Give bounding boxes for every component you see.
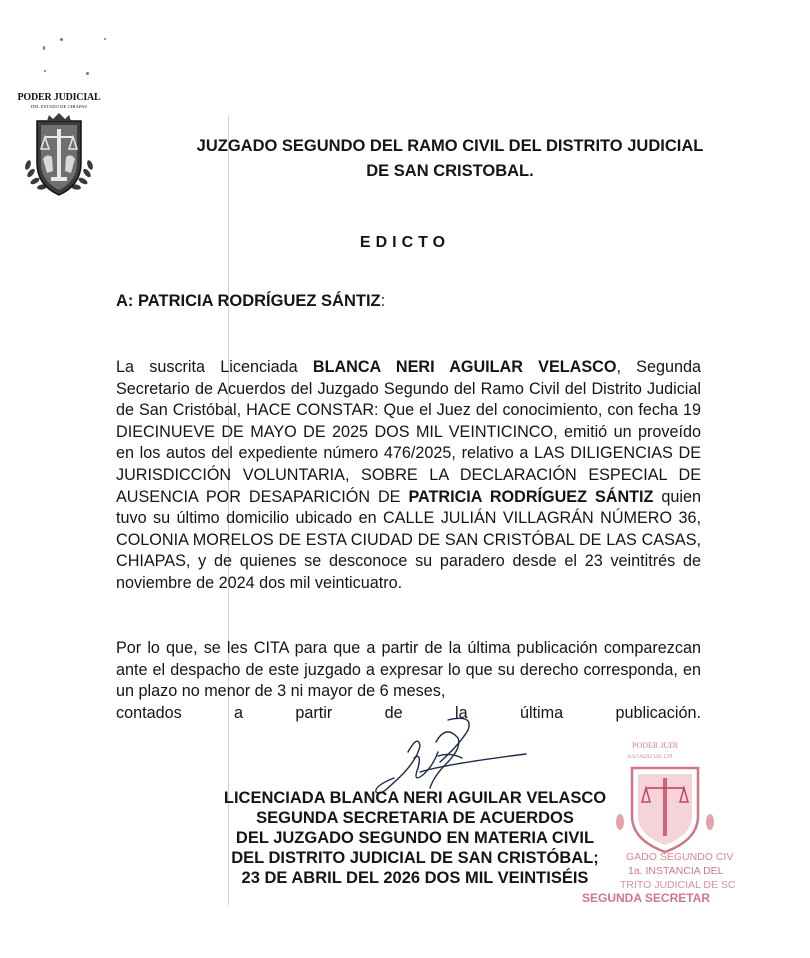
addressee bbox=[116, 292, 385, 311]
addressee-prefix: A: bbox=[116, 292, 134, 310]
signer-court: DEL JUZGADO SEGUNDO EN MATERIA CIVIL bbox=[235, 829, 595, 847]
signature-date: 23 DE ABRIL DEL 2026 DOS MIL VEINTISÉIS bbox=[241, 869, 589, 887]
signer-name: LICENCIADA BLANCA NERI AGUILAR VELASCO bbox=[223, 789, 607, 807]
stamp-line4: SEGUNDA SECRETAR bbox=[582, 891, 711, 905]
stamp-line3: TRITO JUDICIAL DE SC bbox=[620, 879, 736, 891]
word: a bbox=[234, 703, 244, 722]
paragraph-text: , Segunda Secretario de Acuerdos del Juzgado Segundo del Ramo Civil del Distrito Judicial de San Cristóbal, HACE CONSTAR: Que el Juez del conocimiento, con fecha 19 DIECINUEVE DE MAYO DE 2025 DOS MIL VEINTICINCO, emitió un proveído en los autos del expediente número 476/2025, relativo a LAS DILIGENCIAS DE JURISDICCIÓN VOLUNTARIA, SOBRE LA DECLARACIÓN ESPECIAL DE AUSENCIA POR DESAPARICIÓN DE bbox=[116, 358, 701, 506]
scan-mark bbox=[43, 46, 45, 50]
addressee-name: PATRICIA RODRÍGUEZ SÁNTIZ bbox=[138, 292, 381, 310]
person-name: PATRICIA RODRÍGUEZ SÁNTIZ bbox=[408, 487, 654, 506]
secretary-name: BLANCA NERI AGUILAR VELASCO bbox=[312, 358, 617, 376]
word: publicación. bbox=[615, 703, 701, 722]
document-title: EDICTO bbox=[359, 234, 451, 251]
addressee-colon: : bbox=[380, 292, 386, 310]
signer-title: SEGUNDA SECRETARIA DE ACUERDOS bbox=[256, 809, 574, 827]
signer-district: DEL DISTRITO JUDICIAL DE SAN CRISTÓBAL; bbox=[231, 849, 599, 867]
coat-of-arms-icon bbox=[19, 111, 99, 201]
court-header-line1: JUZGADO SEGUNDO DEL RAMO CIVIL DEL DISTRITO JUDICIAL bbox=[196, 137, 704, 155]
court-header bbox=[100, 134, 800, 184]
paragraph-text: La suscrita Licenciada bbox=[116, 358, 313, 376]
court-stamp-seal bbox=[580, 736, 750, 916]
poder-judicial-logo bbox=[12, 92, 106, 201]
logo-subname: DEL ESTADO DE CHIAPAS bbox=[30, 104, 88, 109]
word: la bbox=[455, 703, 468, 722]
logo-name: PODER JUDICIAL bbox=[17, 92, 101, 103]
scan-mark bbox=[104, 38, 106, 40]
scan-mark bbox=[86, 72, 89, 75]
court-header-line2: DE SAN CRISTOBAL. bbox=[366, 162, 534, 180]
word: partir bbox=[295, 703, 333, 722]
stamp-top-text: PODER JUDI bbox=[632, 741, 678, 750]
word: contados bbox=[116, 703, 182, 722]
body-paragraph-1 bbox=[116, 357, 701, 595]
paragraph-text: quien tuvo su último domicilio ubicado en CALLE JULIÁN VILLAGRÁN NÚMERO 36, COLONIA MORELOS DE ESTA CIUDAD DE SAN CRISTÓBAL DE LAS CASAS, CHIAPAS, y de quienes se desconoce su paradero desde el 23 veintitrés de noviembre de 2024 dos mil veinticuatro. bbox=[116, 487, 702, 592]
scan-mark bbox=[60, 38, 63, 41]
scan-mark bbox=[44, 70, 46, 72]
stamp-line2: 1a. INSTANCIA DEL bbox=[628, 865, 724, 877]
word: última bbox=[519, 703, 564, 722]
word: de bbox=[384, 703, 403, 722]
paragraph-text: Por lo que, se les CITA para que a partir de la última publicación comparezcan ante el despacho de este juzgado a expresar lo que su derecho corresponda, en un plazo no menor de 3 ni mayor de 6 meses, bbox=[116, 639, 701, 701]
stamp-top-text-2: ESTADO DE CH bbox=[628, 754, 673, 760]
stamp-line1: GADO SEGUNDO CIV bbox=[626, 851, 734, 863]
